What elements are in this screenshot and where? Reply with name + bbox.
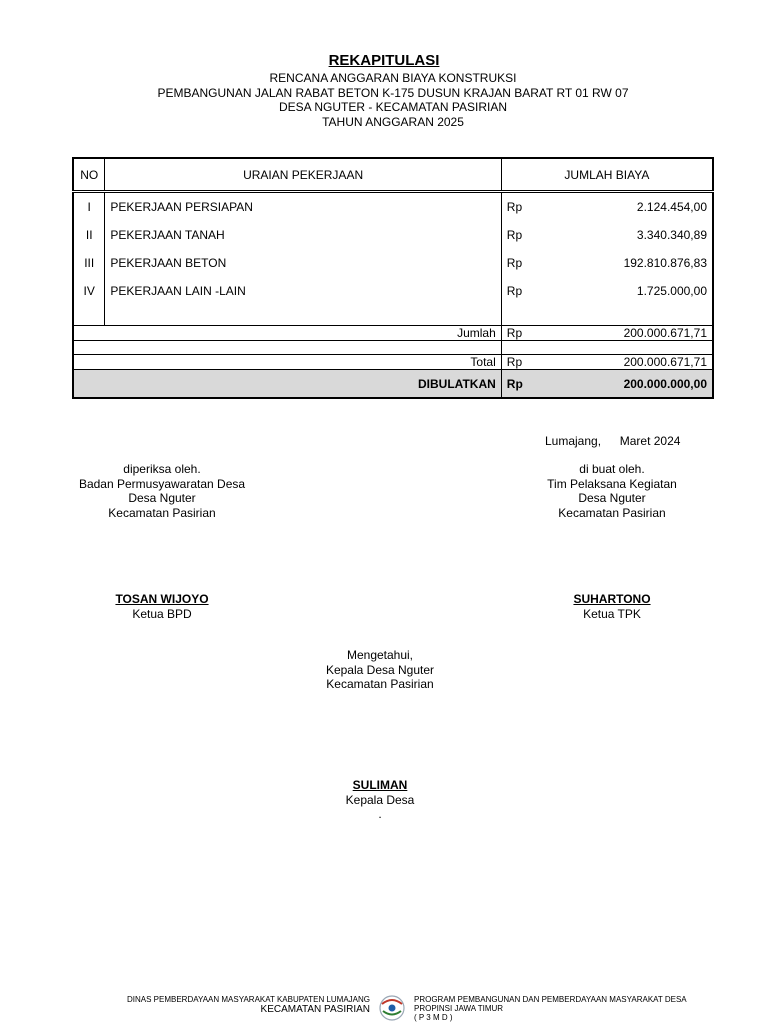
right-sign-line-4: Kecamatan Pasirian: [558, 505, 666, 520]
col-header-uraian: URAIAN PEKERJAAN: [105, 158, 501, 192]
center-signatory-role: Kepala Desa: [345, 792, 415, 807]
right-signatory-name: SUHARTONO: [573, 592, 651, 606]
center-signatory-dot: .: [378, 807, 382, 821]
item-amount: 3.340.340,89: [636, 228, 707, 242]
center-sign-line-1: Mengetahui,: [346, 648, 414, 662]
left-signatory: [42, 592, 282, 621]
item-currency: Rp: [506, 228, 523, 242]
dibulatkan-currency: Rp: [501, 370, 560, 399]
item-uraian: PEKERJAAN TANAH: [105, 221, 501, 249]
left-signatory-role: Ketua BPD: [132, 606, 192, 621]
col-header-no: NO: [73, 158, 105, 192]
center-signatory-name: SULIMAN: [352, 778, 408, 792]
recap-table: [72, 157, 714, 399]
item-amount: 192.810.876,83: [623, 256, 707, 270]
total-currency: Rp: [501, 355, 560, 370]
center-signatory: [260, 778, 500, 822]
blank-row: [73, 341, 713, 355]
total-row: [73, 355, 713, 370]
jumlah-row: [73, 326, 713, 341]
center-sign-line-3: Kecamatan Pasirian: [326, 677, 434, 691]
left-sign-line-3: Desa Nguter: [128, 491, 196, 505]
left-sign-line-4: Kecamatan Pasirian: [108, 505, 216, 520]
table-spacer-row: [73, 305, 713, 326]
place-date: [545, 434, 680, 449]
p3md-logo-icon: [374, 994, 410, 1022]
table-row: [73, 192, 713, 222]
item-uraian: PEKERJAAN BETON: [105, 249, 501, 277]
right-signatory: [492, 592, 732, 621]
left-sign-line-2: Badan Permusyawaratan Desa: [78, 476, 246, 491]
subtitle-line-4: TAHUN ANGGARAN 2025: [322, 115, 464, 129]
document-title: REKAPITULASI: [328, 52, 440, 69]
col-header-jumlah: JUMLAH BIAYA: [501, 158, 713, 192]
jumlah-amount: 200.000.671,71: [561, 326, 713, 341]
footer-right-line-3: ( P 3 M D ): [414, 1013, 453, 1022]
footer-right-line-1: PROGRAM PEMBANGUNAN DAN PEMBERDAYAAN MASYARAKAT DESA: [414, 995, 687, 1004]
jumlah-label: Jumlah: [73, 326, 501, 341]
left-signature-block: [42, 462, 282, 520]
subtitle-line-2: PEMBANGUNAN JALAN RABAT BETON K-175 DUSUN KRAJAN BARAT RT 01 RW 07: [157, 86, 629, 100]
dibulatkan-amount: 200.000.000,00: [561, 370, 713, 399]
subtitle-line-3: DESA NGUTER - KECAMATAN PASIRIAN: [278, 100, 508, 114]
total-label: Total: [73, 355, 501, 370]
item-currency: Rp: [506, 200, 523, 214]
item-no: IV: [73, 277, 105, 305]
table-row: [73, 277, 713, 305]
left-signatory-name: TOSAN WIJOYO: [115, 592, 209, 606]
table-row: [73, 249, 713, 277]
item-currency: Rp: [506, 284, 523, 298]
total-amount: 200.000.671,71: [561, 355, 713, 370]
item-no: II: [73, 221, 105, 249]
footer-right: [414, 995, 714, 1022]
right-sign-line-1: di buat oleh.: [579, 462, 645, 476]
right-sign-line-3: Desa Nguter: [578, 491, 646, 505]
footer-left-line-2: KECAMATAN PASIRIAN: [260, 1004, 370, 1015]
place: Lumajang,: [545, 434, 602, 448]
item-no: I: [73, 192, 105, 222]
subtitle-line-1: RENCANA ANGGARAN BIAYA KONSTRUKSI: [269, 71, 517, 85]
footer-left: [110, 995, 370, 1015]
jumlah-currency: Rp: [501, 326, 560, 341]
dibulatkan-row: [73, 370, 713, 399]
right-signatory-role: Ketua TPK: [583, 606, 641, 621]
item-uraian: PEKERJAAN PERSIAPAN: [105, 192, 501, 222]
item-no: III: [73, 249, 105, 277]
item-uraian: PEKERJAAN LAIN -LAIN: [105, 277, 501, 305]
item-amount: 2.124.454,00: [636, 200, 707, 214]
item-currency: Rp: [506, 256, 523, 270]
left-sign-line-1: diperiksa oleh.: [123, 462, 201, 476]
item-amount: 1.725.000,00: [636, 284, 707, 298]
footer-left-line-1: DINAS PEMBERDAYAAN MASYARAKAT KABUPATEN LUMAJANG: [126, 995, 370, 1004]
dibulatkan-label: DIBULATKAN: [73, 370, 501, 399]
table-row: [73, 221, 713, 249]
date: Maret 2024: [619, 434, 681, 448]
footer-right-line-2: PROPINSI JAWA TIMUR: [414, 1004, 504, 1013]
right-sign-line-2: Tim Pelaksana Kegiatan: [547, 476, 677, 491]
center-sign-line-2: Kepala Desa Nguter: [325, 662, 435, 677]
right-signature-block: [492, 462, 732, 520]
center-signature-block: [260, 648, 500, 692]
table-header-row: [73, 158, 713, 192]
